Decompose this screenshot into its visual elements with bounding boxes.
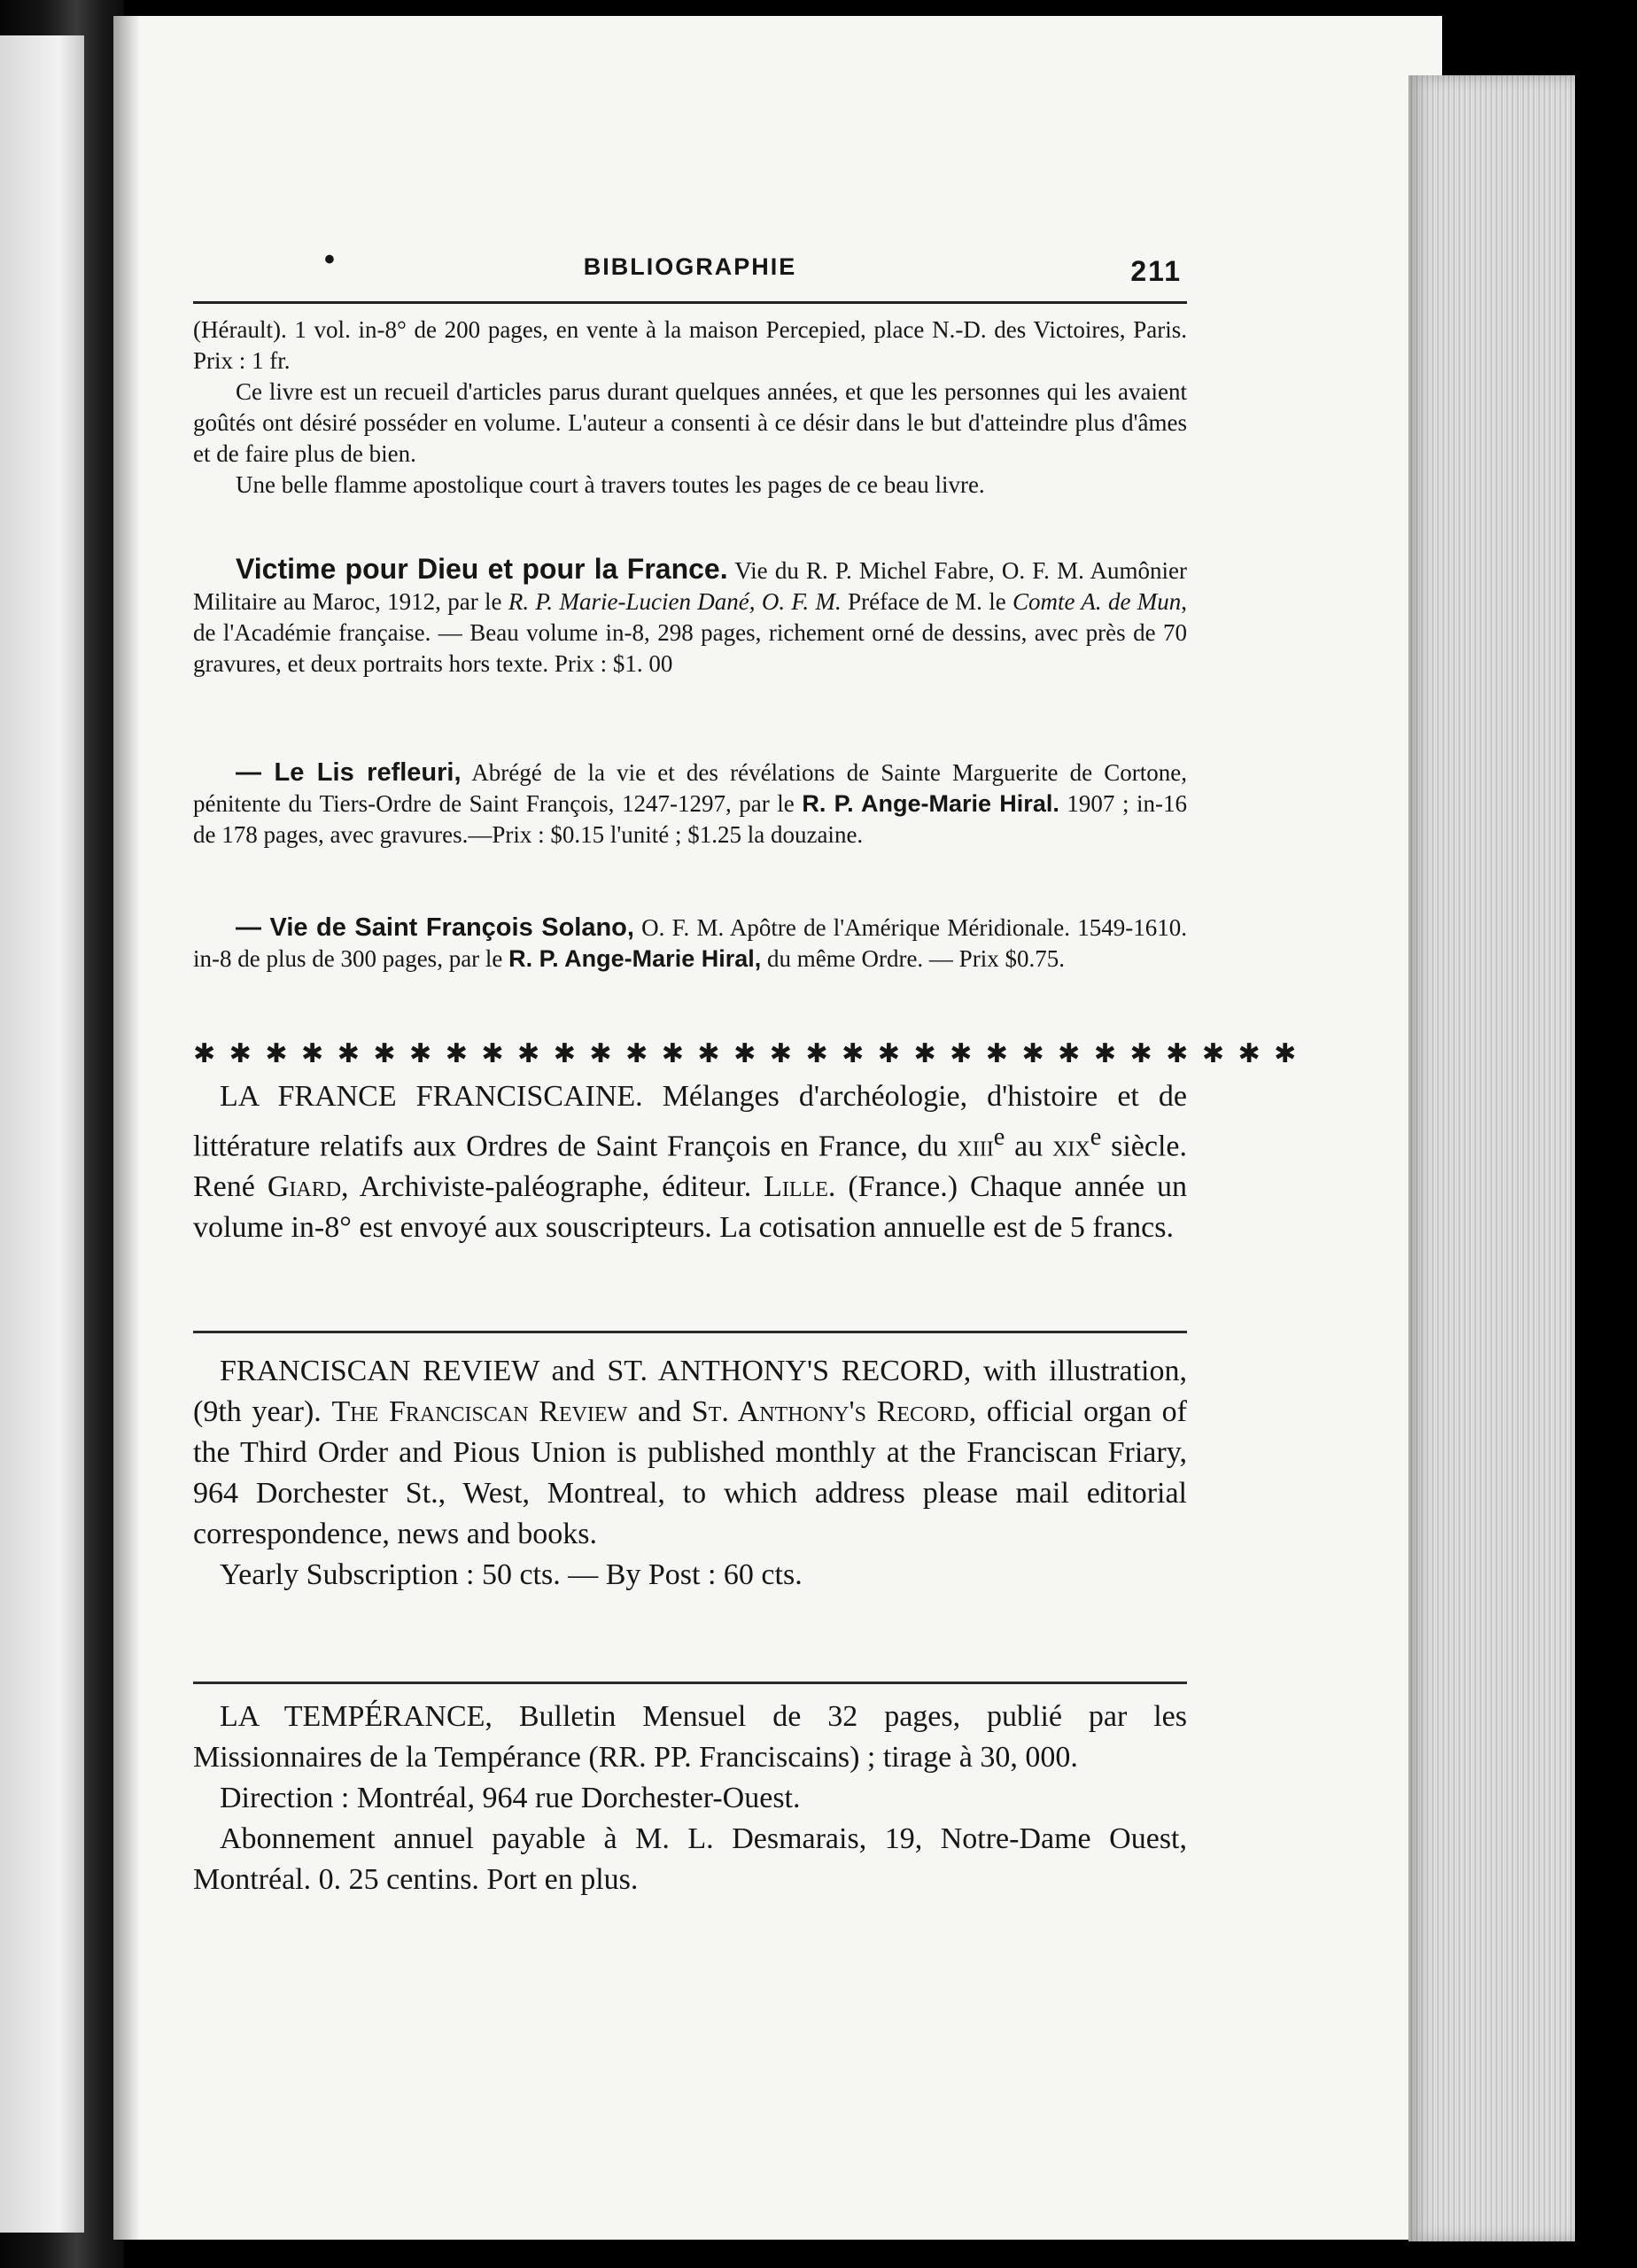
ad-temperance xyxy=(193,1697,1187,1900)
entry-vie-solano xyxy=(193,913,1187,975)
entry-lis-refleuri xyxy=(193,757,1187,850)
ad-body: LA FRANCE FRANCISCAINE. Mélanges d'archéologie, d'histoire et de littérature relatifs aux Ordres de Saint François en France, du xyxy=(193,1080,1187,1163)
entry-dash: — xyxy=(236,758,275,787)
entry-preface-author: Comte A. de Mun xyxy=(1012,588,1182,615)
running-title: BIBLIOGRAPHIE xyxy=(583,253,797,280)
entry-body: Abrégé de la vie et des révélations de Sainte Marguerite de Cortone, pénitente du Tiers-Ordre de Saint François, 1247-1297, par le xyxy=(193,759,1188,817)
ad-text xyxy=(193,1351,1187,1555)
century: xix xyxy=(1052,1130,1090,1163)
subscription-line: Abonnement annuel payable à M. L. Desmarais, 19, Notre-Dame Ouest, Montréal. 0. 25 centins. Port en plus. xyxy=(193,1822,1187,1896)
superscript: e xyxy=(993,1123,1005,1151)
entry-victime xyxy=(193,554,1187,680)
entry-body: O. F. M. Apôtre de l'Amérique Méridionale. 1549-1610. in-8 de plus de 300 pages, par le xyxy=(193,914,1187,972)
entry-author: R. P. Marie-Lucien Dané, O. F. M. xyxy=(508,588,842,615)
intro-citation: (Hérault). 1 vol. in-8° de 200 pages, en vente à la maison Percepied, place N.-D. des Victoires, Paris. Prix : 1 fr. xyxy=(193,316,1187,374)
ad-franciscan-review xyxy=(193,1351,1187,1596)
ad-body: au xyxy=(1005,1130,1053,1163)
entry-title: Le Lis refleuri, xyxy=(274,758,462,787)
ad-france-franciscaine xyxy=(193,1076,1187,1248)
page-edges xyxy=(1408,75,1575,2241)
entry-title: Victime pour Dieu et pour la France. xyxy=(236,553,728,585)
entry-body: du même Ordre. — Prix $0.75. xyxy=(761,945,1065,972)
header-rule xyxy=(193,301,1187,304)
city: Lille xyxy=(764,1170,828,1204)
entry-dash: — xyxy=(236,913,270,942)
entry-body: Préface de M. le xyxy=(841,588,1013,615)
ad-body: and xyxy=(627,1395,692,1428)
publication-name: St. Anthony's Record xyxy=(691,1395,969,1428)
entry-body: 1907 ; in-16 de 178 pages, avec gravures.—Prix : $0.15 l'unité ; $1.25 la douzaine. xyxy=(193,790,1187,848)
entry-text xyxy=(193,913,1187,975)
ad-text: LA TEMPÉRANCE, Bulletin Mensuel de 32 pages, publié par les Missionnaires de la Tempérance (RR. PP. Franciscains) ; tirage à 30, 000. xyxy=(193,1700,1187,1774)
century: xiii xyxy=(957,1130,994,1163)
section-rule xyxy=(193,1682,1187,1684)
entry-text xyxy=(193,554,1187,680)
publication-name: The Franciscan Review xyxy=(331,1395,628,1428)
intro-review xyxy=(193,315,1187,501)
page-number: 211 xyxy=(1130,255,1182,287)
direction-line: Direction : Montréal, 964 rue Dorchester-Ouest. xyxy=(220,1782,801,1814)
ad-body: , official organ of the Third Order and Pious Union is published monthly at the Franciscan Friary, 964 Dorchester St., West, Montreal, to which address please mail editorial correspondence, news and books. xyxy=(193,1395,1187,1550)
ad-body: , Archiviste-paléographe, éditeur. xyxy=(341,1170,764,1204)
subscription-line: Yearly Subscription : 50 cts. — By Post : 60 cts. xyxy=(220,1558,803,1591)
left-page-edge xyxy=(0,35,84,2233)
ad-body: siècle. René xyxy=(193,1130,1188,1204)
editor-name: Giard xyxy=(267,1170,342,1204)
header-mark: • xyxy=(324,243,335,276)
intro-paragraph-2: Une belle flamme apostolique court à travers toutes les pages de ce beau livre. xyxy=(236,471,985,498)
intro-paragraph: Ce livre est un recueil d'articles parus durant quelques années, et que les personnes qui les avaient goûtés ont désiré posséder en volume. L'auteur a consenti à ce désir dans le but d'atteindre plus d'âmes et de faire plus de bien. xyxy=(193,378,1187,467)
ad-text xyxy=(193,1076,1187,1248)
entry-title: Vie de Saint François Solano, xyxy=(269,913,634,942)
running-head xyxy=(193,243,1187,294)
ad-body: . (France.) Chaque année un volume in-8° est envoyé aux souscripteurs. La cotisation annuelle est de 5 francs. xyxy=(193,1170,1188,1245)
gutter-shadow xyxy=(113,16,140,2240)
entry-body: , de l'Académie française. — Beau volume in-8, 298 pages, richement orné de dessins, avec près de 70 gravures, et deux portraits hors texte. Prix : $1. 00 xyxy=(193,588,1187,677)
entry-body: Vie du R. P. Michel Fabre, O. F. M. Aumônier Militaire au Maroc, 1912, par le xyxy=(193,557,1187,615)
entry-text xyxy=(193,757,1187,850)
entry-author: R. P. Ange-Marie Hiral. xyxy=(802,790,1059,817)
entry-author: R. P. Ange-Marie Hiral, xyxy=(508,945,762,972)
section-rule xyxy=(193,1331,1187,1333)
superscript: e xyxy=(1090,1123,1102,1151)
ornament-divider: ✱ ✱ ✱ ✱ ✱ ✱ ✱ ✱ ✱ ✱ ✱ ✱ ✱ ✱ ✱ ✱ ✱ ✱ ✱ ✱ ✱ ✱ ✱ ✱ ✱ ✱ ✱ ✱ ✱ ✱ ✱ xyxy=(193,1038,1300,1069)
ad-body: FRANCISCAN REVIEW and ST. ANTHONY'S RECORD, with illustration, (9th year). xyxy=(193,1355,1187,1428)
